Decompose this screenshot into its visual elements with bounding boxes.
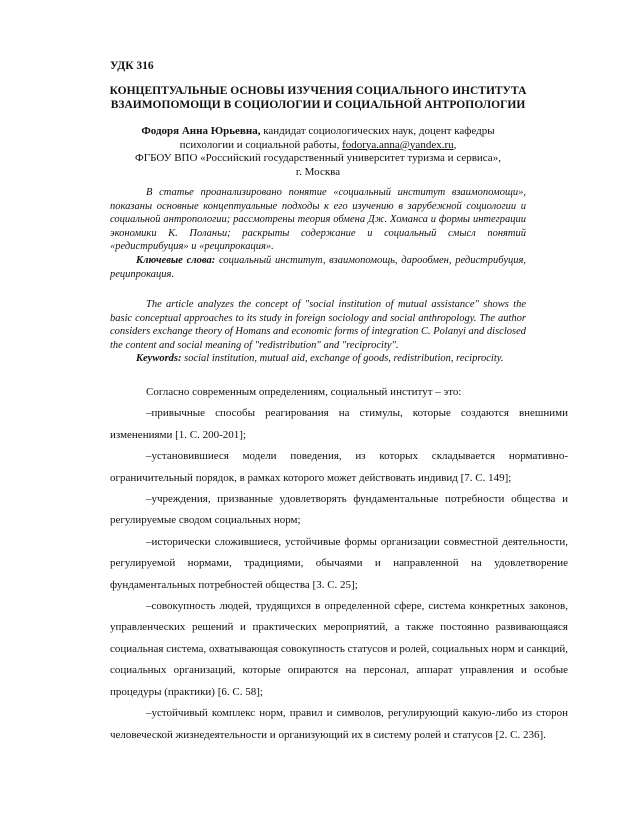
title-line-2: ВЗАИМОПОМОЩИ В СОЦИОЛОГИИ И СОЦИАЛЬНОЙ АНТРОПОЛОГИИ <box>110 99 526 111</box>
definition-item: –совокупность людей, трудящихся в определенной сфере, система конкретных законов, управленческих решений и практических мероприятий, а также постоянно развивающаяся социальная система, охватывающая совокупность статусов и ролей, социальных норм и санкций, социальных организаций, которые опираются на персонал, аппарат управления и особые процедуры (практики) [6. С. 58]; <box>110 600 568 698</box>
keywords-en-label: Keywords: <box>136 353 182 365</box>
author-block <box>110 125 526 179</box>
author-email-link[interactable]: fodorya.anna@yandex.ru <box>342 138 454 151</box>
author-line-2 <box>110 139 526 153</box>
abstract-en-text: The article analyzes the concept of "social institution of mutual assistance" shows the basic conceptual approaches to its study in foreign sociology and social anthropology. The author considers exchange theory of Homans and economic forms of integration C. Polanyi and disclosed the content and social meaning of "redistribution" and "reciprocity". <box>110 299 526 351</box>
author-degree: кандидат социологических наук, доцент кафедры <box>260 125 495 137</box>
definition-item: –исторически сложившиеся, устойчивые формы организации совместной деятельности, регулируемой нормами, традициями, обычаями и направленной на удовлетворение фундаментальных потребностей общества [3. С. 25]; <box>110 535 568 591</box>
body-intro: Согласно современным определениям, социальный институт – это: <box>146 386 462 398</box>
abstract-ru <box>110 186 526 281</box>
author-affiliation: ФГБОУ ВПО «Российский государственный университет туризма и сервиса», <box>135 152 501 164</box>
author-line-1 <box>110 125 526 139</box>
definition-item: –установившиеся модели поведения, из которых складывается нормативно-ограничительный порядок, в рамках которого может действовать индивид [7. С. 149]; <box>110 450 568 484</box>
udk-code: УДК 316 <box>110 60 154 72</box>
abstract-ru-text: В статье проанализировано понятие «социальный институт взаимопомощи», показаны основные концептуальные подходы к его изучению в зарубежной социологии и социальной антропологии; рассмотрены теория обмена Дж. Хоманса и формы интеграции экономики К. Поланьи; раскрыты содержание и социальный смысл понятий «редистрибуция» и «реципрокация». <box>110 187 526 253</box>
definition-item: –учреждения, призванные удовлетворять фундаментальные потребности общества и регулируемые сводом социальных норм; <box>110 493 568 527</box>
title-line-1: КОНЦЕПТУАЛЬНЫЕ ОСНОВЫ ИЗУЧЕНИЯ СОЦИАЛЬНОГО ИНСТИТУТА <box>109 85 527 97</box>
author-city: г. Москва <box>295 165 341 178</box>
keywords-en <box>110 352 526 366</box>
definition-item: –привычные способы реагирования на стимулы, которые создаются внешними изменениями [1. С. 200-201]; <box>110 407 568 441</box>
definition-item: –устойчивый комплекс норм, правил и символов, регулирующий какую-либо из сторон человеческой жизнедеятельности и организующий их в систему ролей и статусов [2. С. 236]. <box>110 707 568 741</box>
keywords-ru <box>110 254 526 281</box>
keywords-en-list: social institution, mutual aid, exchange of goods, redistribution, reciprocity. <box>181 353 504 365</box>
article-title <box>90 84 546 112</box>
author-name: Фодоря Анна Юрьевна, <box>141 125 261 137</box>
keywords-ru-list: социальный институт, взаимопомощь, дарообмен, редистрибуция, реципрокация. <box>110 254 526 280</box>
abstract-en <box>110 298 526 366</box>
author-line-2-end: , <box>453 138 457 151</box>
keywords-ru-label: Ключевые слова: <box>136 254 216 266</box>
body-text <box>110 382 568 746</box>
author-department: психологии и социальной работы, <box>179 138 343 151</box>
